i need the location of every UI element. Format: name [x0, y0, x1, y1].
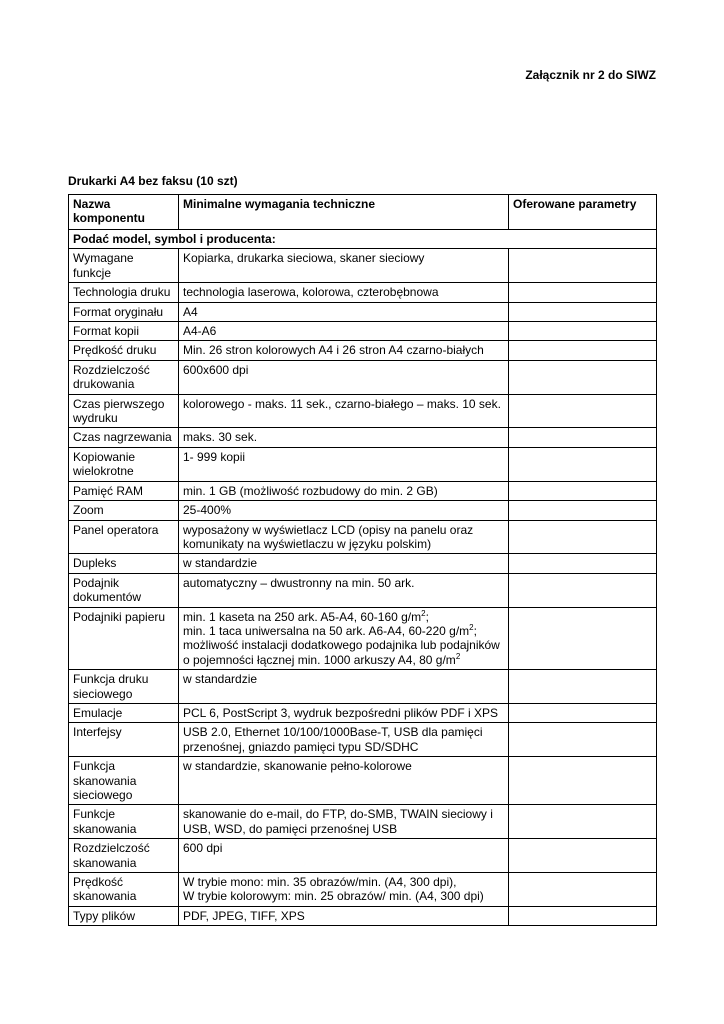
- table-body: [69, 230, 657, 926]
- component-name-cell: Czas pierwszego wydruku: [69, 394, 179, 428]
- offered-parameters-cell[interactable]: [509, 302, 657, 321]
- requirement-cell: automatyczny – dwustronny na min. 50 ark.: [179, 573, 509, 607]
- offered-parameters-cell[interactable]: [509, 520, 657, 554]
- requirement-cell: PCL 6, PostScript 3, wydruk bezpośredni plików PDF i XPS: [179, 703, 509, 722]
- table-row: [69, 723, 657, 757]
- offered-parameters-cell[interactable]: [509, 607, 657, 670]
- table-row: [69, 703, 657, 722]
- offered-parameters-cell[interactable]: [509, 360, 657, 394]
- superscript: 2: [421, 608, 426, 618]
- requirement-cell: [179, 873, 509, 907]
- requirement-line: [183, 653, 504, 667]
- offered-parameters-cell[interactable]: [509, 873, 657, 907]
- offered-parameters-cell[interactable]: [509, 757, 657, 805]
- offered-parameters-cell[interactable]: [509, 428, 657, 447]
- offered-parameters-cell[interactable]: [509, 322, 657, 341]
- table-row: [69, 607, 657, 670]
- offered-parameters-cell[interactable]: [509, 481, 657, 500]
- component-name-cell: Prędkość druku: [69, 341, 179, 360]
- section-row-label: Podać model, symbol i producenta:: [69, 230, 657, 249]
- table-row: [69, 394, 657, 428]
- table-row: [69, 573, 657, 607]
- superscript: 2: [455, 651, 461, 661]
- requirement-cell: skanowanie do e-mail, do FTP, do-SMB, TWAIN sieciowy i USB, WSD, do pamięci przenośnej USB: [179, 805, 509, 839]
- requirement-line: [183, 610, 504, 624]
- requirement-cell: w standardzie, skanowanie pełno-kolorowe: [179, 757, 509, 805]
- component-name-cell: Prędkość skanowania: [69, 873, 179, 907]
- component-name-cell: Zoom: [69, 501, 179, 520]
- table-row: [69, 481, 657, 500]
- requirement-cell: Min. 26 stron kolorowych A4 i 26 stron A4 czarno-białych: [179, 341, 509, 360]
- offered-parameters-cell[interactable]: [509, 283, 657, 302]
- offered-parameters-cell[interactable]: [509, 394, 657, 428]
- spec-table: [68, 194, 657, 926]
- offered-parameters-cell[interactable]: [509, 670, 657, 704]
- component-name-cell: Podajniki papieru: [69, 607, 179, 670]
- component-name-cell: Czas nagrzewania: [69, 428, 179, 447]
- table-row: [69, 447, 657, 481]
- requirement-cell: wyposażony w wyświetlacz LCD (opisy na panelu oraz komunikaty na wyświetlaczu w języku polskim): [179, 520, 509, 554]
- requirement-cell: A4-A6: [179, 322, 509, 341]
- requirement-cell: kolorowego - maks. 11 sek., czarno-białego – maks. 10 sek.: [179, 394, 509, 428]
- requirement-cell: min. 1 GB (możliwość rozbudowy do min. 2 GB): [179, 481, 509, 500]
- requirement-line-text: W trybie mono: min. 35 obrazów/min. (A4, 300 dpi),: [183, 875, 457, 890]
- component-name-cell: Funkcja skanowania sieciowego: [69, 757, 179, 805]
- offered-parameters-cell[interactable]: [509, 839, 657, 873]
- requirement-cell: Kopiarka, drukarka sieciowa, skaner sieciowy: [179, 249, 509, 283]
- component-name-cell: Format kopii: [69, 322, 179, 341]
- component-name-cell: Interfejsy: [69, 723, 179, 757]
- requirement-line-text: możliwość instalacji dodatkowego podajnika lub podajników: [183, 638, 500, 653]
- offered-parameters-cell[interactable]: [509, 723, 657, 757]
- requirement-line: [183, 889, 504, 903]
- requirement-line-text: min. 1 kaseta na 250 ark. A5-A4, 60-160 g/m: [183, 609, 422, 624]
- requirement-line-text: W trybie kolorowym: min. 25 obrazów/ min. (A4, 300 dpi): [183, 889, 484, 904]
- component-name-cell: Format oryginału: [69, 302, 179, 321]
- requirement-cell: USB 2.0, Ethernet 10/100/1000Base-T, USB dla pamięci przenośnej, gniazdo pamięci typu SD/SDHC: [179, 723, 509, 757]
- component-name-cell: Dupleks: [69, 554, 179, 573]
- table-row: [69, 360, 657, 394]
- table-row: [69, 873, 657, 907]
- requirement-cell: w standardzie: [179, 670, 509, 704]
- requirement-cell: 600x600 dpi: [179, 360, 509, 394]
- offered-parameters-cell[interactable]: [509, 573, 657, 607]
- table-row: [69, 501, 657, 520]
- header-component: Nazwa komponentu: [69, 195, 179, 230]
- component-name-cell: Funkcja druku sieciowego: [69, 670, 179, 704]
- table-row: [69, 428, 657, 447]
- requirement-cell: 600 dpi: [179, 839, 509, 873]
- offered-parameters-cell[interactable]: [509, 501, 657, 520]
- requirement-line-text: o pojemności łącznej min. 1000 arkuszy A4, 80 g/m: [183, 652, 456, 667]
- offered-parameters-cell[interactable]: [509, 554, 657, 573]
- requirement-cell: maks. 30 sek.: [179, 428, 509, 447]
- table-row: [69, 670, 657, 704]
- offered-parameters-cell[interactable]: [509, 341, 657, 360]
- table-row: [69, 249, 657, 283]
- component-name-cell: Rozdzielczość drukowania: [69, 360, 179, 394]
- table-row: [69, 839, 657, 873]
- requirement-cell: 1- 999 kopii: [179, 447, 509, 481]
- requirement-line: [183, 638, 504, 652]
- component-name-cell: Technologia druku: [69, 283, 179, 302]
- component-name-cell: Pamięć RAM: [69, 481, 179, 500]
- offered-parameters-cell[interactable]: [509, 805, 657, 839]
- offered-parameters-cell[interactable]: [509, 447, 657, 481]
- table-row: [69, 302, 657, 321]
- component-name-cell: Rozdzielczość skanowania: [69, 839, 179, 873]
- table-row: [69, 322, 657, 341]
- table-row: [69, 757, 657, 805]
- requirement-line: [183, 624, 504, 638]
- table-header-row: [69, 195, 657, 230]
- requirement-cell: [179, 607, 509, 670]
- offered-parameters-cell[interactable]: [509, 703, 657, 722]
- table-row: [69, 805, 657, 839]
- superscript: 2: [469, 622, 474, 632]
- requirement-cell: technologia laserowa, kolorowa, czterobębnowa: [179, 283, 509, 302]
- requirement-line-text: min. 1 taca uniwersalna na 50 ark. A6-A4, 60-220 g/m: [183, 623, 470, 638]
- offered-parameters-cell[interactable]: [509, 249, 657, 283]
- component-name-cell: Typy plików: [69, 906, 179, 925]
- requirement-cell: A4: [179, 302, 509, 321]
- offered-parameters-cell[interactable]: [509, 906, 657, 925]
- requirement-cell: w standardzie: [179, 554, 509, 573]
- section-title: Drukarki A4 bez faksu (10 szt): [68, 174, 238, 188]
- component-name-cell: Kopiowanie wielokrotne: [69, 447, 179, 481]
- component-name-cell: Podajnik dokumentów: [69, 573, 179, 607]
- requirement-cell: 25-400%: [179, 501, 509, 520]
- component-name-cell: Panel operatora: [69, 520, 179, 554]
- table-row: [69, 341, 657, 360]
- requirement-line-tail: ;: [473, 623, 477, 638]
- annex-label: Załącznik nr 2 do SIWZ: [525, 68, 656, 82]
- table-row: [69, 520, 657, 554]
- table-row: [69, 554, 657, 573]
- requirement-line-tail: ;: [425, 609, 429, 624]
- requirement-line: [183, 875, 504, 889]
- component-name-cell: Emulacje: [69, 703, 179, 722]
- component-name-cell: Funkcje skanowania: [69, 805, 179, 839]
- section-row: [69, 230, 657, 249]
- header-requirements: Minimalne wymagania techniczne: [179, 195, 509, 230]
- component-name-cell: Wymagane funkcje: [69, 249, 179, 283]
- table-row: [69, 906, 657, 925]
- header-offered: Oferowane parametry: [509, 195, 657, 230]
- requirement-cell: PDF, JPEG, TIFF, XPS: [179, 906, 509, 925]
- table-row: [69, 283, 657, 302]
